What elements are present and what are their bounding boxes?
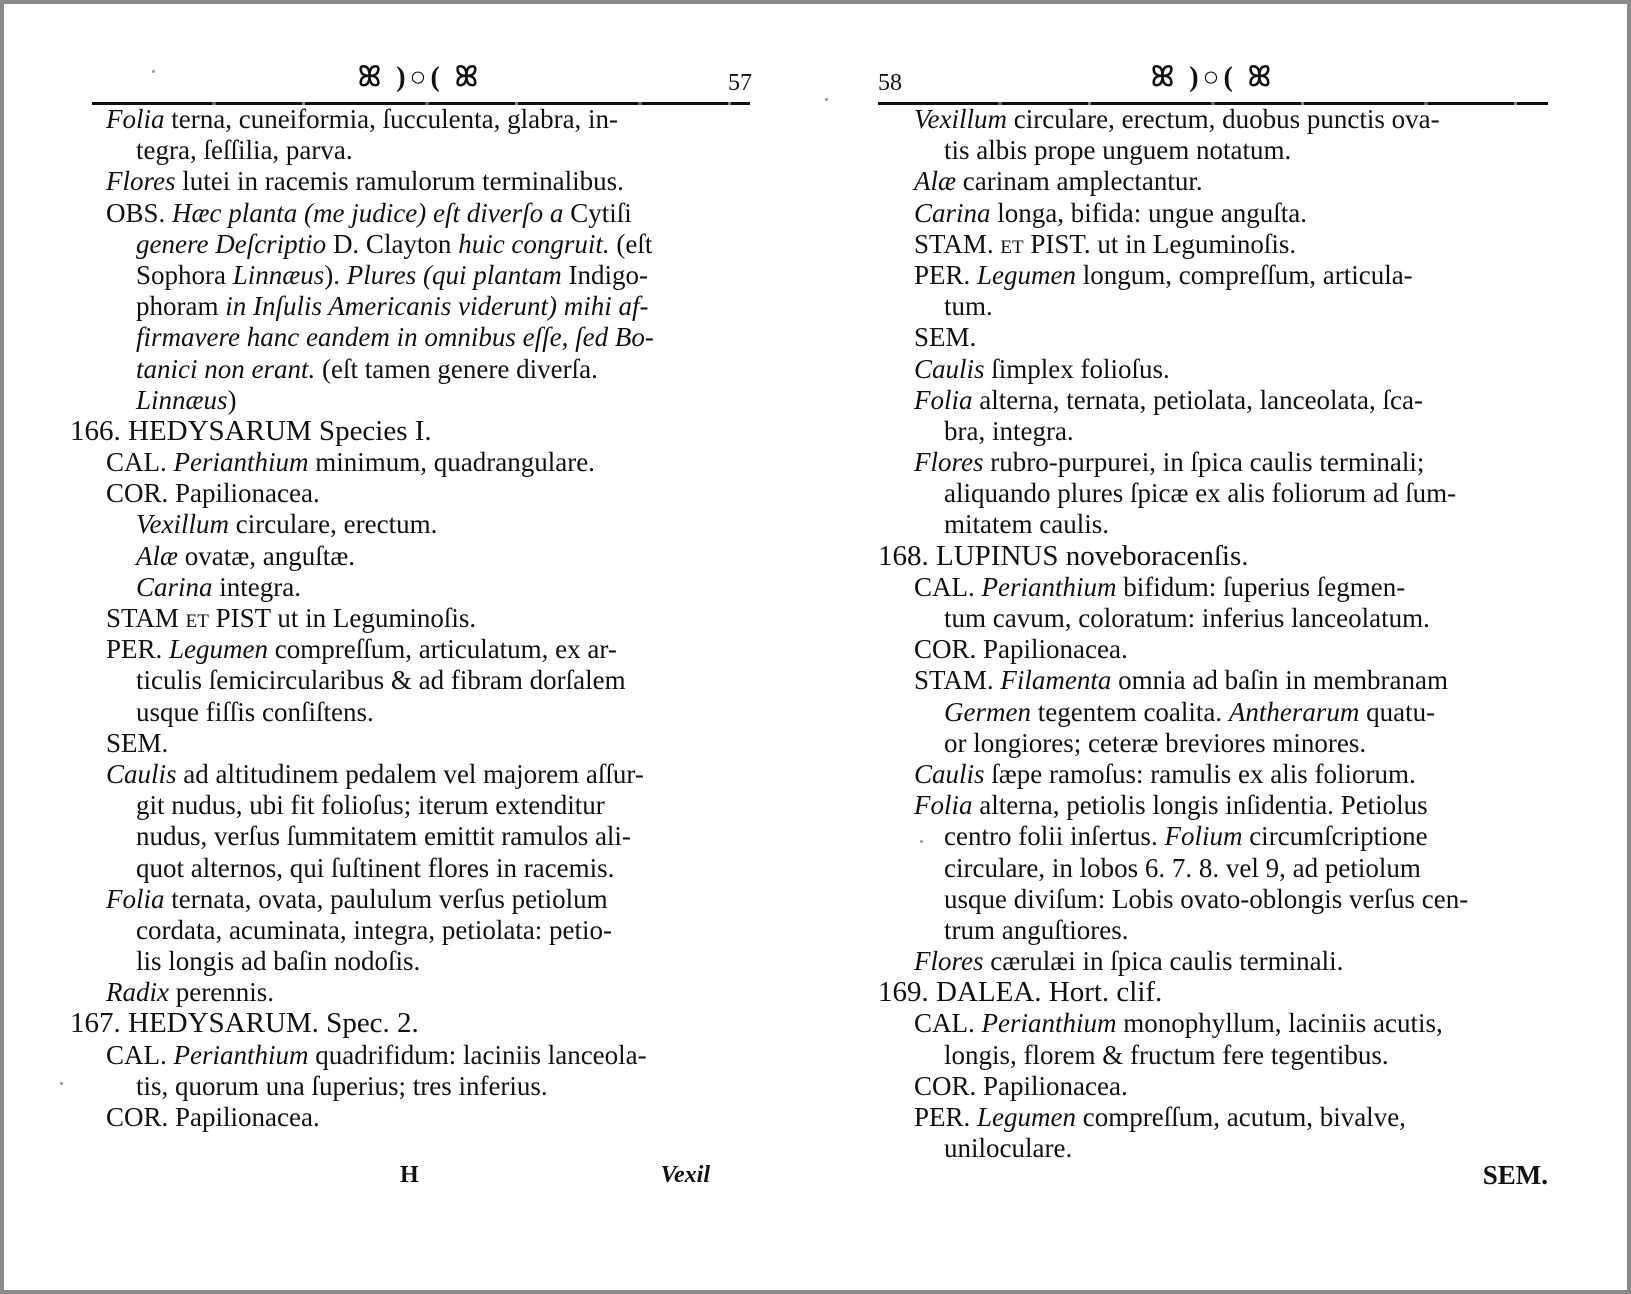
text-line (70, 135, 760, 166)
text-run: aliquando plures ſpicæ ex alis foliorum ad ſum- (944, 478, 1457, 509)
text-line (878, 416, 1548, 447)
text-run: phoram (136, 291, 226, 322)
text-run: nudus, verſus ſummitatem emittit ramulos ali- (136, 821, 631, 852)
text-run: tis, quorum una ſuperius; tres inferius. (136, 1070, 548, 1101)
print-speck (152, 70, 155, 73)
text-run: (eſt (609, 228, 653, 259)
italic-term: Caulis (914, 758, 985, 789)
text-line (878, 1008, 1548, 1039)
text-run: perennis. (168, 977, 274, 1008)
text-run: bifidum: ſuperius ſegmen- (1116, 571, 1406, 602)
italic-term: Hæc planta (me judice) eſt diverſo a (172, 197, 564, 228)
text-run: SEM. (106, 727, 169, 758)
text-run: CAL. (106, 447, 174, 478)
italic-term: Carina (136, 571, 213, 602)
text-run: usque fiſſis conſiſtens. (136, 696, 374, 727)
text-run: PIST ut in Leguminoſis. (208, 603, 477, 633)
italic-term: Folia (914, 384, 973, 415)
text-line (878, 915, 1548, 946)
text-run: or longiores; ceteræ breviores minores. (944, 727, 1367, 758)
catchword: SEM. (1482, 1160, 1548, 1190)
text-run: quadrifidum: laciniis lanceola- (308, 1039, 647, 1070)
italic-term: Antherarum (1228, 696, 1360, 727)
text-line (878, 790, 1548, 821)
text-line (70, 1071, 760, 1102)
text-run: D. Clayton (326, 228, 459, 259)
text-run: PER. (914, 1102, 978, 1132)
italic-term: Perianthium (173, 447, 309, 478)
text-run: circulare, erectum, duobus punctis ova- (1006, 104, 1440, 134)
header-ornament-icon: ꕤ )○( ꕤ (357, 62, 483, 93)
text-run: quatu- (1359, 696, 1436, 727)
text-line (878, 229, 1548, 260)
text-run: ). (324, 259, 347, 290)
italic-term: Caulis (914, 353, 985, 384)
text-line (70, 603, 760, 634)
text-run: circumſcriptione (1242, 821, 1428, 852)
italic-term: firmavere hanc eandem in omnibus eſſe, ſed Bo- (136, 322, 654, 353)
text-run: git nudus, ubi fit folioſus; iterum extenditur (136, 790, 605, 821)
text-line (70, 853, 760, 884)
text-run: bra, integra. (944, 415, 1074, 446)
text-line (70, 104, 760, 135)
text-run: usque diviſum: Lobis ovato-oblongis verſus cen- (944, 883, 1469, 914)
text-run: STAM. (914, 665, 1001, 696)
left-page-header (80, 62, 760, 102)
text-run: STAM (106, 603, 186, 633)
text-run: STAM. (914, 228, 1001, 259)
text-run: CAL. (106, 1039, 174, 1070)
text-line (878, 697, 1548, 728)
text-line (878, 135, 1548, 166)
text-line (70, 665, 760, 696)
text-run: cærulæi in ſpica caulis terminali. (983, 946, 1344, 977)
italic-term: Carina (914, 197, 991, 228)
text-line (70, 354, 760, 385)
text-line (70, 447, 760, 478)
text-run: lis longis ad baſin nodoſis. (136, 946, 421, 977)
italic-term: Folia (106, 104, 165, 134)
text-run: circulare, erectum. (228, 509, 438, 540)
text-run: OBS. (106, 197, 173, 228)
text-run: ) (227, 384, 237, 415)
signature-mark: H (400, 1162, 419, 1188)
text-line (878, 634, 1548, 665)
text-run: SEM. (914, 322, 977, 353)
text-run: tegentem coalita. (1030, 696, 1229, 727)
right-page-header (878, 62, 1548, 102)
italic-term: Filamenta (1000, 665, 1112, 696)
text-run: ſæpe ramoſus: ramulis ex alis foliorum. (984, 758, 1416, 789)
text-line (878, 603, 1548, 634)
print-speck (920, 840, 923, 843)
italic-term: Linnæus (232, 259, 325, 290)
text-run: longis, florem & fructum fere tegentibus. (944, 1039, 1389, 1070)
italic-term: Folia (914, 790, 973, 821)
text-line (70, 884, 760, 915)
text-line (70, 385, 760, 416)
text-run: Sophora (136, 259, 233, 290)
text-line (878, 821, 1548, 852)
text-run: tum cavum, coloratum: inferius lanceolatum. (944, 603, 1430, 633)
text-run: omnia ad baſin in membranam (1111, 665, 1448, 696)
text-run: carinam amplectantur. (956, 166, 1203, 197)
italic-term: Radix (106, 977, 169, 1008)
page-number: 58 (878, 70, 902, 96)
print-speck (825, 98, 828, 101)
text-run: monophyllum, laciniis acutis, (1116, 1008, 1443, 1039)
text-line (70, 790, 760, 821)
italic-term: Flores (914, 447, 984, 478)
text-run: longum, compreſſum, articula- (1076, 259, 1413, 290)
text-line (70, 634, 760, 665)
text-run: terna, cuneiformia, ſucculenta, glabra, in- (164, 104, 619, 134)
italic-term: Folium (1164, 821, 1243, 852)
text-run: tum. (944, 291, 993, 322)
italic-term: Caulis (106, 758, 177, 789)
text-line (70, 1102, 760, 1133)
text-line (878, 728, 1548, 759)
italic-term: Flores (914, 946, 984, 977)
text-run: lutei in racemis ramulorum terminalibus. (175, 166, 624, 197)
text-line (70, 509, 760, 540)
italic-term: Alæ (136, 540, 179, 571)
text-line (70, 946, 760, 977)
italic-term: Plures (qui plantam (346, 259, 562, 290)
text-line (878, 1040, 1548, 1071)
italic-term: Flores (106, 166, 176, 197)
text-run: ticulis ſemicircularibus & ad fibram dorſalem (136, 665, 626, 696)
text-line (878, 385, 1548, 416)
italic-term: Perianthium (981, 571, 1117, 602)
italic-term: tanici non erant. (136, 353, 316, 384)
italic-term: Linnæus (136, 384, 228, 415)
text-line (878, 198, 1548, 229)
text-run: ovatæ, anguſtæ. (178, 540, 356, 571)
italic-term: Folia (106, 883, 165, 914)
text-run: trum anguſtiores. (944, 914, 1129, 945)
text-run: PER. (914, 259, 978, 290)
text-line (878, 447, 1548, 478)
text-line (70, 915, 760, 946)
italic-term: in Inſulis Americanis viderunt) mihi af- (225, 291, 649, 322)
text-run: centro folii inſertus. (944, 821, 1165, 852)
text-line (878, 478, 1548, 509)
text-line (70, 291, 760, 322)
left-page (70, 0, 760, 1294)
text-run: 169. DALEA. Hort. clif. (878, 976, 1163, 1009)
text-line (878, 1071, 1548, 1102)
text-line (70, 1040, 760, 1071)
print-speck (60, 1082, 63, 1085)
italic-term: Vexillum (136, 509, 229, 540)
text-run: et (1000, 228, 1024, 259)
text-line (70, 229, 760, 260)
text-run: PER. (106, 634, 170, 665)
text-line (878, 166, 1548, 197)
text-line (70, 759, 760, 790)
page-number: 57 (728, 70, 752, 96)
text-line (70, 198, 760, 229)
text-line (70, 572, 760, 603)
text-run: alterna, petiolis longis inſidentia. Petiolus (972, 790, 1428, 821)
italic-term: Perianthium (981, 1008, 1117, 1039)
entry-heading (878, 977, 1548, 1008)
italic-term: Legumen (977, 259, 1077, 290)
italic-term: huic congruit. (458, 228, 610, 259)
text-run: COR. Papilionacea. (106, 1102, 320, 1132)
text-line (70, 260, 760, 291)
text-run: mitatem caulis. (944, 509, 1109, 540)
text-line (70, 166, 760, 197)
text-run: cordata, acuminata, integra, petiolata: petio- (136, 914, 613, 945)
text-run: rubro-purpurei, in ſpica caulis terminali; (983, 447, 1425, 478)
text-line (70, 977, 760, 1008)
text-run: 167. HEDYSARUM. Spec. 2. (70, 1007, 419, 1040)
text-run: PIST. ut in Leguminoſis. (1023, 228, 1297, 259)
text-run: Indigo- (561, 259, 649, 290)
text-line (878, 354, 1548, 385)
text-line (878, 104, 1548, 135)
text-run: uniloculare. (944, 1133, 1073, 1164)
text-line (878, 884, 1548, 915)
text-run: compreſſum, acutum, bivalve, (1076, 1102, 1406, 1132)
text-line (70, 728, 760, 759)
catchword: Vexil (660, 1162, 710, 1188)
right-page (878, 0, 1548, 1294)
text-run: longa, bifida: ungue anguſta. (990, 197, 1307, 228)
text-run: alterna, ternata, petiolata, lanceolata, ſca- (972, 384, 1423, 415)
text-line (878, 1133, 1548, 1164)
text-line (878, 853, 1548, 884)
text-line (878, 946, 1548, 977)
text-run: tis albis prope unguem notatum. (944, 135, 1292, 166)
entry-heading (70, 1008, 760, 1039)
left-page-body (70, 104, 760, 1133)
entry-heading (70, 416, 760, 447)
text-run: ternata, ovata, paululum verſus petiolum (164, 883, 608, 914)
text-run: 166. HEDYSARUM Species I. (70, 414, 432, 447)
entry-heading (878, 541, 1548, 572)
text-line (70, 322, 760, 353)
text-run: et (185, 603, 209, 633)
text-run: Cytiſi (563, 197, 632, 228)
text-run: CAL. (914, 571, 982, 602)
text-line (878, 665, 1548, 696)
text-run: quot alternos, qui ſuſtinent flores in racemis. (136, 852, 615, 883)
text-run: ad altitudinem pedalem vel majorem aſſur- (176, 758, 644, 789)
text-line (878, 1102, 1548, 1133)
header-ornament-icon: ꕤ )○( ꕤ (1150, 62, 1276, 93)
text-run: (eſt tamen genere diverſa. (315, 353, 598, 384)
text-line (878, 322, 1548, 353)
right-page-body (878, 104, 1548, 1164)
text-line (70, 821, 760, 852)
text-run: tegra, ſeſſilia, parva. (136, 135, 353, 166)
text-line (878, 260, 1548, 291)
text-run: compreſſum, articulatum, ex ar- (268, 634, 617, 665)
text-run: minimum, quadrangulare. (308, 447, 595, 478)
italic-term: Alæ (914, 166, 957, 197)
italic-term: Perianthium (173, 1039, 309, 1070)
italic-term: genere Deſcriptio (136, 228, 327, 259)
text-run: 168. LUPINUS noveboracenſis. (878, 539, 1249, 572)
text-line (70, 541, 760, 572)
text-line (878, 509, 1548, 540)
italic-term: Legumen (169, 634, 269, 665)
text-run: ſimplex folioſus. (984, 353, 1170, 384)
text-run: CAL. (914, 1008, 982, 1039)
text-line (70, 478, 760, 509)
text-run: integra. (212, 571, 301, 602)
text-line (878, 572, 1548, 603)
text-line (70, 697, 760, 728)
text-run: COR. Papilionacea. (914, 1070, 1128, 1101)
italic-term: Germen (944, 696, 1031, 727)
text-line (878, 759, 1548, 790)
text-line (878, 291, 1548, 322)
text-run: circulare, in lobos 6. 7. 8. vel 9, ad petiolum (944, 852, 1421, 883)
text-run: COR. Papilionacea. (914, 634, 1128, 665)
italic-term: Vexillum (914, 104, 1007, 134)
text-run: COR. Papilionacea. (106, 478, 320, 509)
italic-term: Legumen (977, 1102, 1077, 1132)
